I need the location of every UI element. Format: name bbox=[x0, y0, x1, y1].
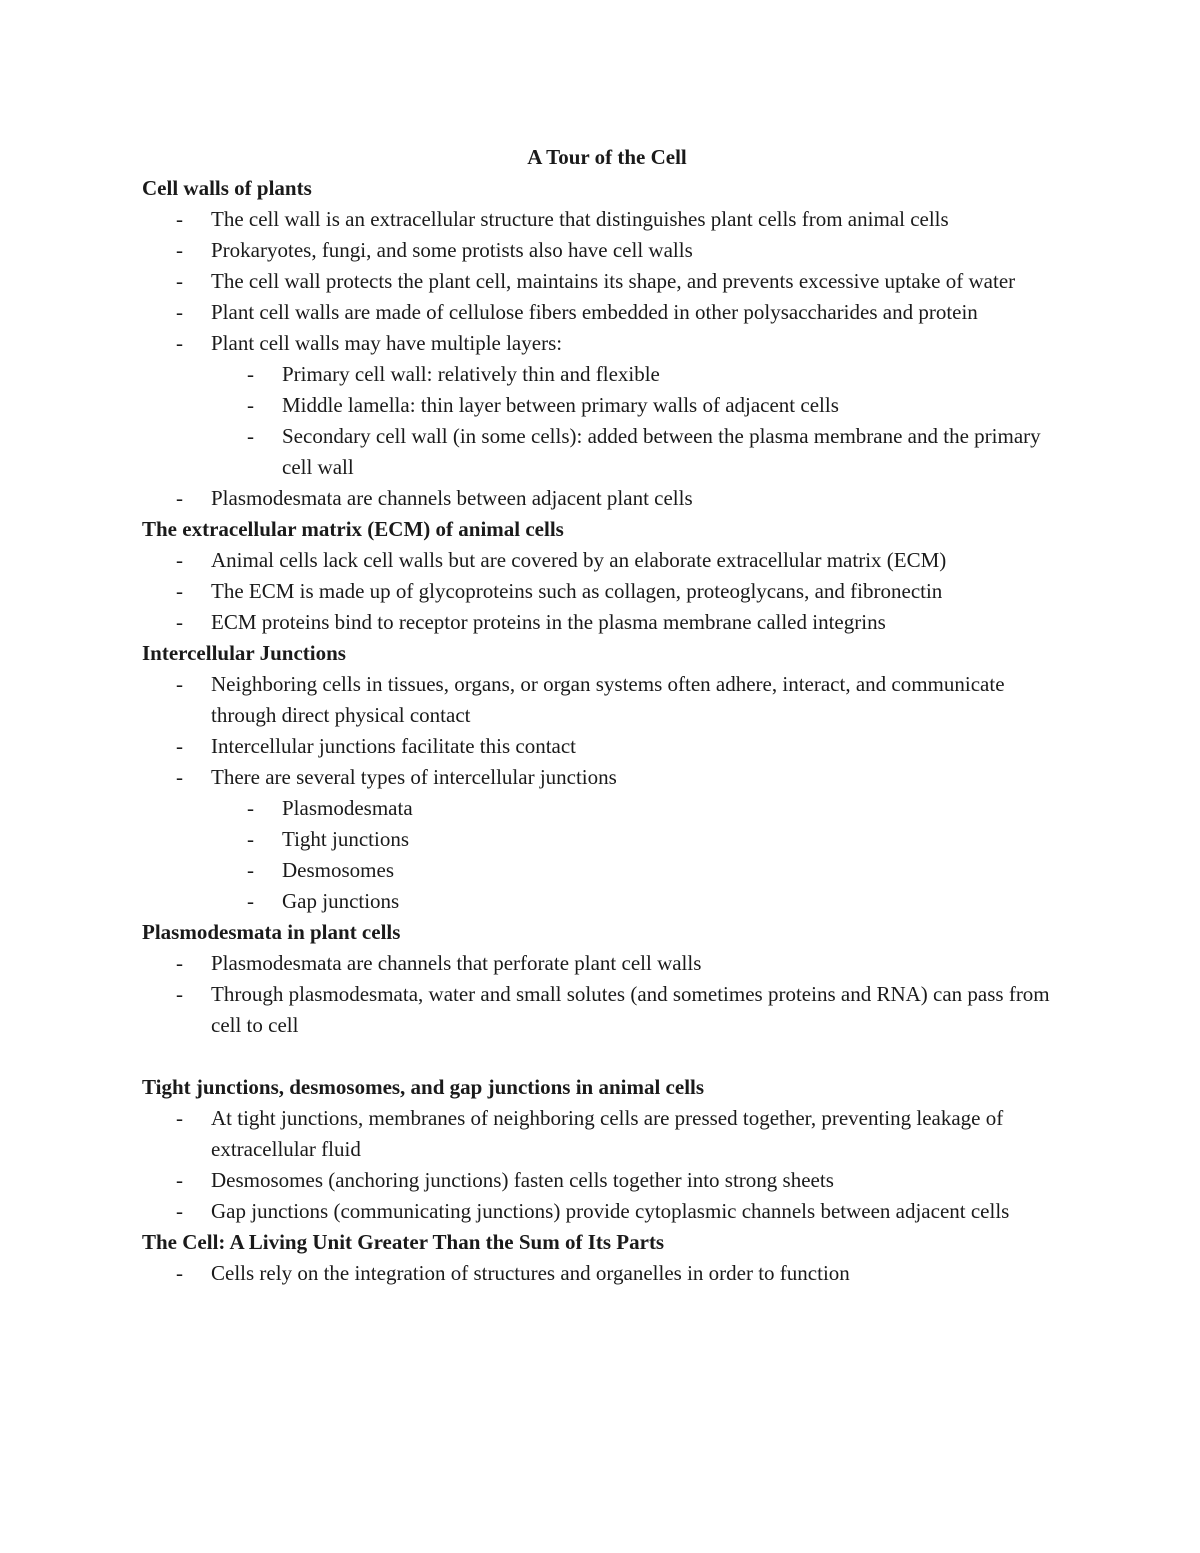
bullet-dash: - bbox=[247, 393, 254, 417]
sub-list-item-text: Middle lamella: thin layer between primary walls of adjacent cells bbox=[282, 393, 839, 417]
bullet-dash: - bbox=[176, 331, 183, 355]
bullet-dash: - bbox=[247, 827, 254, 851]
list-item bbox=[142, 483, 1072, 514]
bullet-dash: - bbox=[176, 1168, 183, 1192]
list-item bbox=[142, 545, 1072, 576]
bullet-dash: - bbox=[176, 951, 183, 975]
sub-list-item bbox=[142, 359, 1072, 390]
list-item bbox=[142, 576, 1072, 607]
list-item bbox=[142, 266, 1072, 297]
list-item bbox=[142, 1196, 1072, 1227]
list-item bbox=[142, 1103, 1072, 1165]
bullet-dash: - bbox=[176, 1106, 183, 1130]
sub-bullet-list bbox=[142, 359, 1072, 483]
list-item-text: Prokaryotes, fungi, and some protists also have cell walls bbox=[211, 238, 693, 262]
list-item-text: Animal cells lack cell walls but are covered by an elaborate extracellular matrix (ECM) bbox=[211, 548, 947, 572]
list-item bbox=[142, 1165, 1072, 1196]
list-item-text: The cell wall protects the plant cell, maintains its shape, and prevents excessive uptake of water bbox=[211, 269, 1016, 293]
sub-list-item bbox=[142, 421, 1072, 483]
bullet-dash: - bbox=[176, 300, 183, 324]
bullet-list bbox=[142, 1103, 1072, 1227]
bullet-dash: - bbox=[176, 610, 183, 634]
list-item-text: Cells rely on the integration of structures and organelles in order to function bbox=[211, 1261, 850, 1285]
section-heading: Plasmodesmata in plant cells bbox=[142, 920, 401, 944]
bullet-dash: - bbox=[176, 765, 183, 789]
bullet-dash: - bbox=[247, 362, 254, 386]
sub-list-item-text: Secondary cell wall (in some cells): added between the plasma membrane and the primary cell wall bbox=[282, 424, 1041, 479]
section-heading: Tight junctions, desmosomes, and gap junctions in animal cells bbox=[142, 1075, 705, 1099]
bullet-dash: - bbox=[247, 889, 254, 913]
list-item-text: Plasmodesmata are channels between adjacent plant cells bbox=[211, 486, 693, 510]
sub-list-item bbox=[142, 793, 1072, 824]
list-item-text: The ECM is made up of glycoproteins such as collagen, proteoglycans, and fibronectin bbox=[211, 579, 943, 603]
bullet-dash: - bbox=[176, 486, 183, 510]
bullet-dash: - bbox=[176, 207, 183, 231]
list-item-text: Desmosomes (anchoring junctions) fasten cells together into strong sheets bbox=[211, 1168, 834, 1192]
list-item bbox=[142, 235, 1072, 266]
list-item bbox=[142, 297, 1072, 328]
list-item bbox=[142, 607, 1072, 638]
list-item bbox=[142, 204, 1072, 235]
section-heading: Cell walls of plants bbox=[142, 176, 312, 200]
bullet-dash: - bbox=[176, 579, 183, 603]
bullet-list bbox=[142, 669, 1072, 793]
list-item bbox=[142, 669, 1072, 731]
list-item-text: At tight junctions, membranes of neighboring cells are pressed together, preventing leakage of extracellular fluid bbox=[211, 1106, 1004, 1161]
sub-list-item-text: Primary cell wall: relatively thin and flexible bbox=[282, 362, 660, 386]
bullet-list bbox=[142, 1258, 1072, 1289]
bullet-dash: - bbox=[176, 734, 183, 758]
bullet-dash: - bbox=[247, 858, 254, 882]
list-item-text: Plasmodesmata are channels that perforate plant cell walls bbox=[211, 951, 702, 975]
list-item bbox=[142, 948, 1072, 979]
list-item-text: The cell wall is an extracellular structure that distinguishes plant cells from animal cells bbox=[211, 207, 949, 231]
list-item bbox=[142, 762, 1072, 793]
list-item-text: Through plasmodesmata, water and small solutes (and sometimes proteins and RNA) can pass from cell to cell bbox=[211, 982, 1050, 1037]
sub-bullet-list bbox=[142, 793, 1072, 917]
bullet-dash: - bbox=[176, 672, 183, 696]
bullet-dash: - bbox=[176, 1261, 183, 1285]
bullet-dash: - bbox=[176, 269, 183, 293]
blank-line bbox=[142, 1041, 1072, 1072]
bullet-dash: - bbox=[176, 238, 183, 262]
bullet-dash: - bbox=[247, 424, 254, 448]
list-item bbox=[142, 979, 1072, 1041]
bullet-dash: - bbox=[176, 548, 183, 572]
document-title: A Tour of the Cell bbox=[527, 145, 687, 169]
section-heading: Intercellular Junctions bbox=[142, 641, 346, 665]
list-item-text: Neighboring cells in tissues, organs, or organ systems often adhere, interact, and communicate through direct physical contact bbox=[211, 672, 1005, 727]
list-item-text: Intercellular junctions facilitate this contact bbox=[211, 734, 577, 758]
sub-list-item bbox=[142, 824, 1072, 855]
bullet-list bbox=[142, 204, 1072, 359]
sub-list-item bbox=[142, 886, 1072, 917]
sub-list-item-text: Desmosomes bbox=[282, 858, 394, 882]
bullet-list bbox=[142, 483, 1072, 514]
list-item bbox=[142, 1258, 1072, 1289]
section-heading: The extracellular matrix (ECM) of animal cells bbox=[142, 517, 564, 541]
sub-list-item bbox=[142, 390, 1072, 421]
list-item-text: ECM proteins bind to receptor proteins in the plasma membrane called integrins bbox=[211, 610, 886, 634]
bullet-dash: - bbox=[247, 796, 254, 820]
sub-list-item-text: Gap junctions bbox=[282, 889, 400, 913]
sub-list-item-text: Plasmodesmata bbox=[282, 796, 413, 820]
bullet-list bbox=[142, 545, 1072, 638]
bullet-dash: - bbox=[176, 1199, 183, 1223]
bullet-list bbox=[142, 948, 1072, 1041]
list-item bbox=[142, 328, 1072, 359]
sub-list-item-text: Tight junctions bbox=[282, 827, 410, 851]
document-page bbox=[142, 142, 1072, 1289]
list-item-text: Gap junctions (communicating junctions) provide cytoplasmic channels between adjacent cells bbox=[211, 1199, 1010, 1223]
list-item-text: Plant cell walls are made of cellulose fibers embedded in other polysaccharides and protein bbox=[211, 300, 978, 324]
list-item-text: There are several types of intercellular junctions bbox=[211, 765, 617, 789]
section-heading: The Cell: A Living Unit Greater Than the Sum of Its Parts bbox=[142, 1230, 665, 1254]
list-item-text: Plant cell walls may have multiple layers: bbox=[211, 331, 563, 355]
list-item bbox=[142, 731, 1072, 762]
sub-list-item bbox=[142, 855, 1072, 886]
bullet-dash: - bbox=[176, 982, 183, 1006]
